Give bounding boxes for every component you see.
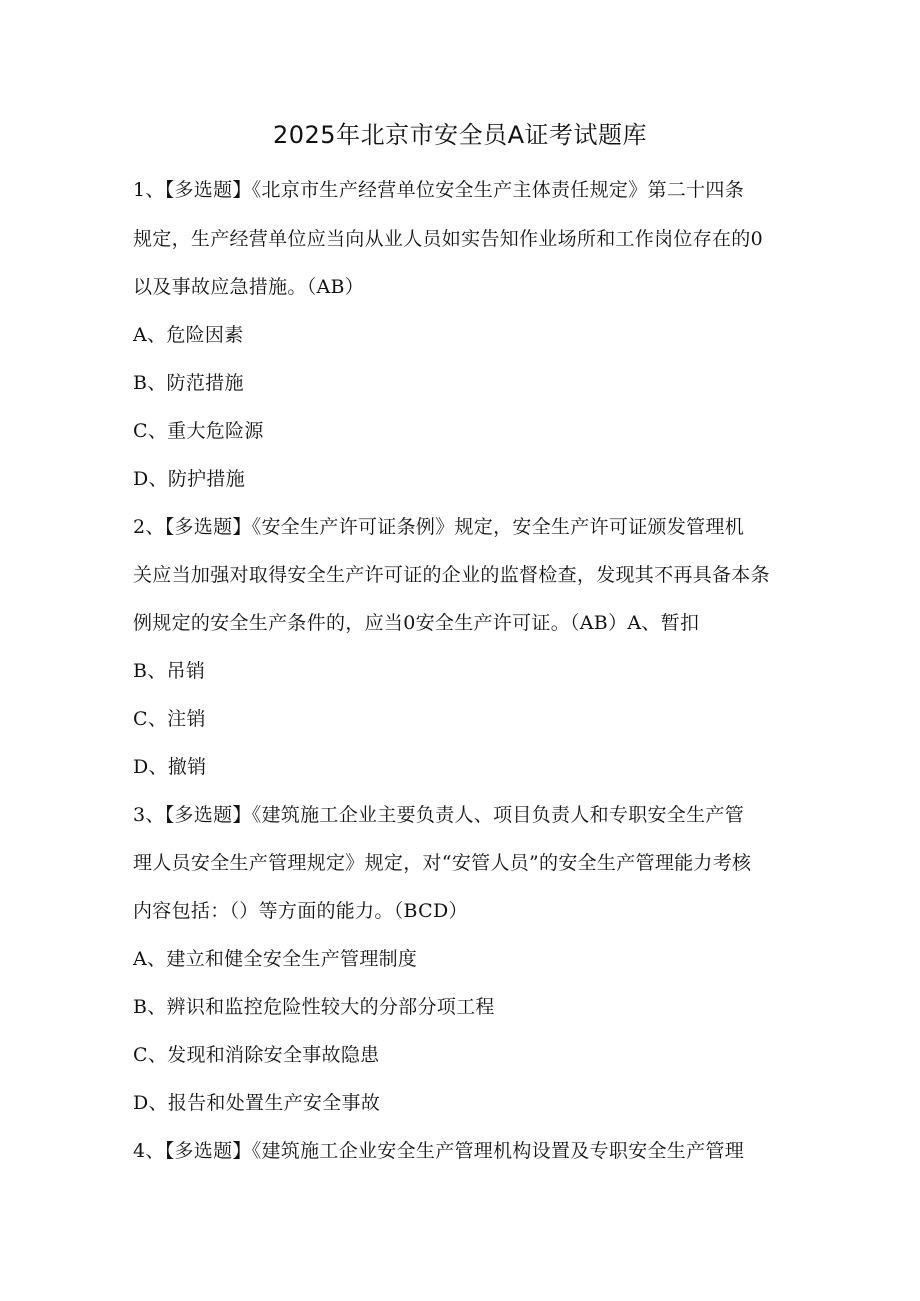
q3-stem-line-2: 理人员安全生产管理规定》规定，对“安管人员”的安全生产管理能力考核 (133, 852, 752, 874)
document-title: 2025年北京市安全员A证考试题库 (273, 121, 647, 149)
q2-stem-line-2: 关应当加强对取得安全生产许可证的企业的监督检查，发现其不再具备本条 (133, 564, 770, 586)
q1-stem-line-2: 规定，生产经营单位应当向从业人员如实告知作业场所和工作岗位存在的0 (133, 228, 763, 250)
q2-option-d: D、撤销 (133, 756, 207, 778)
q3-option-b: B、辨识和监控危险性较大的分部分项工程 (133, 996, 495, 1018)
q1-option-d: D、防护措施 (133, 468, 246, 490)
q1-stem-line-3: 以及事故应急措施。（AB） (133, 276, 365, 298)
q1-stem-line-1: 1、【多选题】《北京市生产经营单位安全生产主体责任规定》第二十四条 (133, 179, 744, 201)
q2-stem-line-3: 例规定的安全生产条件的，应当0安全生产许可证。（AB）A、暂扣 (133, 612, 700, 634)
q1-option-c: C、重大危险源 (133, 420, 264, 442)
q3-option-a: A、建立和健全安全生产管理制度 (133, 948, 418, 970)
q1-option-a: A、危险因素 (133, 324, 244, 346)
q3-stem-line-1: 3、【多选题】《建筑施工企业主要负责人、项目负责人和专职安全生产管 (133, 804, 744, 826)
q3-option-d: D、报告和处置生产安全事故 (133, 1092, 381, 1114)
q2-stem-line-1: 2、【多选题】《安全生产许可证条例》规定，安全生产许可证颁发管理机 (133, 516, 744, 538)
q3-option-c: C、发现和消除安全事故隐患 (133, 1044, 380, 1066)
q4-stem-line-1: 4、【多选题】《建筑施工企业安全生产管理机构设置及专职安全生产管理 (133, 1140, 744, 1162)
q3-stem-line-3: 内容包括：（）等方面的能力。（BCD） (133, 900, 468, 922)
q2-option-c: C、注销 (133, 708, 206, 730)
q2-option-b: B、吊销 (133, 660, 206, 682)
q1-option-b: B、防范措施 (133, 372, 244, 394)
